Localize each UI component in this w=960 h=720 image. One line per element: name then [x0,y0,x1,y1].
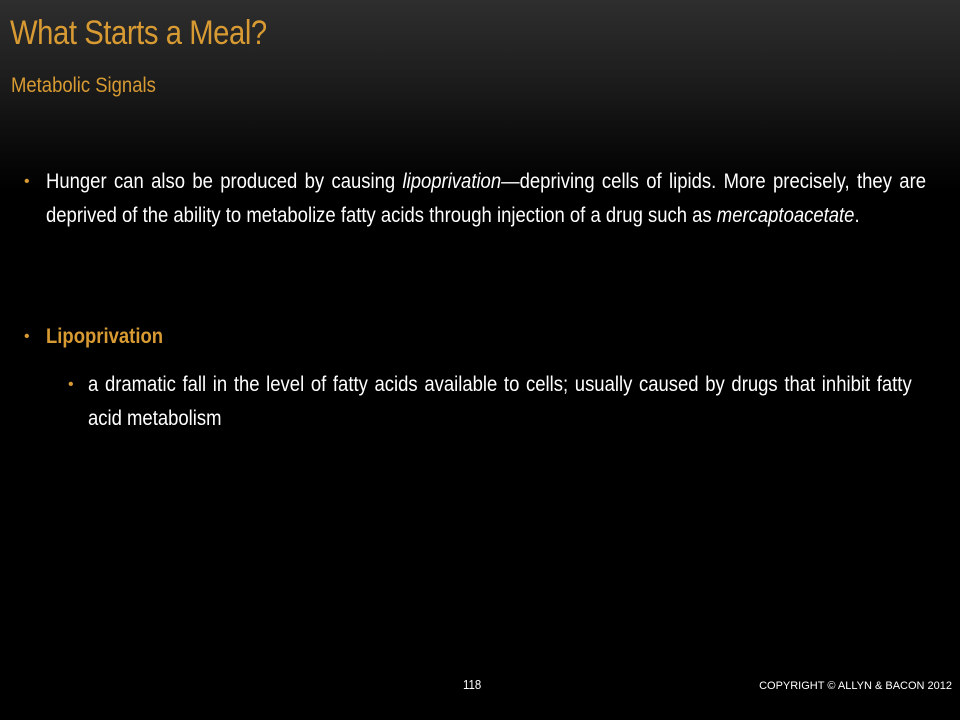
term-lipoprivation: lipoprivation [402,170,502,193]
bullet-dot-icon: • [24,173,30,190]
bullet-text-part: —depriving cells of lipids. More precisely, they are deprived of the ability to metabolize fatty acids through injection of a drug such as [46,170,926,227]
bullet-lipoprivation-intro [24,165,960,233]
definition-text: a dramatic fall in the level of fatty acids available to cells; usually caused by drugs that inhibit fatty acid metabolism [88,373,912,430]
slide-subtitle: Metabolic Signals [11,74,156,97]
bullet-heading-label: Lipoprivation [46,325,164,348]
bullet-text [46,165,926,233]
term-mercaptoacetate: mercaptoacetate [716,204,855,227]
sub-bullet-dot-icon: • [68,376,74,393]
copyright-notice: COPYRIGHT © ALLYN & BACON 2012 [759,680,952,692]
bullet-text-part: Hunger can also be produced by causing [46,170,403,193]
bullet-lipoprivation-heading [24,320,179,354]
bullet-lipoprivation-definition [68,368,960,436]
bullet-dot-icon: • [24,328,30,345]
bullet-text-part: . [854,204,860,227]
page-number: 118 [463,677,482,692]
slide-title: What Starts a Meal? [10,14,267,52]
